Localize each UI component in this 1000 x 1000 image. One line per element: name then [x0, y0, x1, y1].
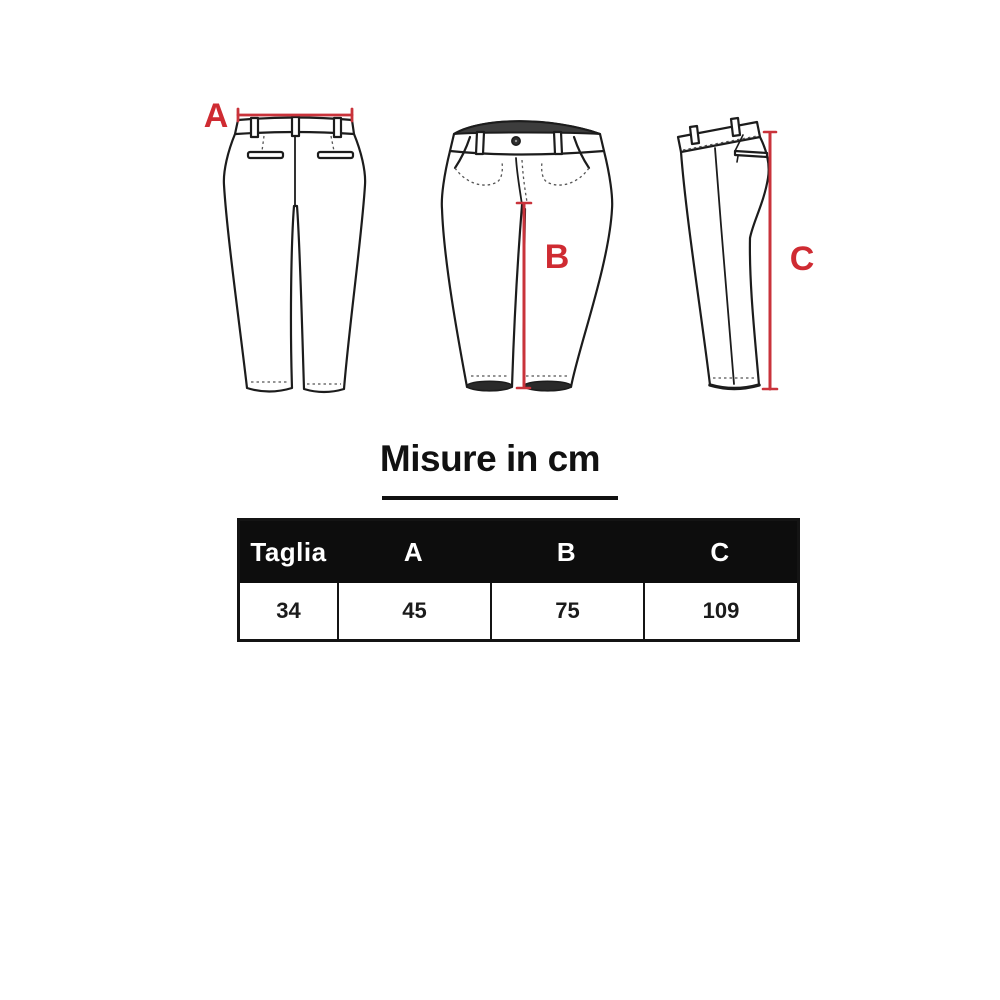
pants-front-silhouette [442, 121, 612, 390]
pants-front-view-drawing [430, 105, 610, 405]
back-pocket-welt [248, 152, 283, 158]
cell-a-value: 45 [337, 583, 490, 639]
measure-label-b: B [544, 238, 570, 276]
page-title: Misure in cm [379, 438, 601, 479]
size-table [237, 518, 800, 642]
back-pocket-welt [735, 151, 767, 157]
belt-loop [690, 126, 699, 144]
cell-c-value: 109 [643, 583, 797, 639]
belt-loop [292, 117, 299, 136]
title-underline [382, 496, 618, 500]
pocket-corner-tick [737, 156, 738, 162]
cell-b-value: 75 [490, 583, 643, 639]
header-cell-a: A [403, 536, 424, 567]
back-pocket-welt [318, 152, 353, 158]
size-table-row [240, 583, 797, 639]
waist-button-hole [515, 140, 517, 142]
belt-loop [476, 132, 484, 154]
cell-taglia-value: 34 [276, 598, 301, 623]
header-cell-c: C [710, 536, 730, 567]
belt-loop [251, 118, 258, 137]
hem-opening-dark [467, 381, 512, 391]
belt-loop [731, 118, 740, 136]
belt-loop [334, 118, 341, 137]
header-cell-taglia: Taglia [250, 536, 327, 567]
measure-label-c: C [789, 240, 815, 278]
measure-label-a: A [203, 97, 229, 135]
belt-loop [554, 132, 562, 154]
size-table-header-row [240, 521, 797, 583]
hem-opening-dark [524, 381, 571, 391]
header-cell-b: B [556, 536, 577, 567]
